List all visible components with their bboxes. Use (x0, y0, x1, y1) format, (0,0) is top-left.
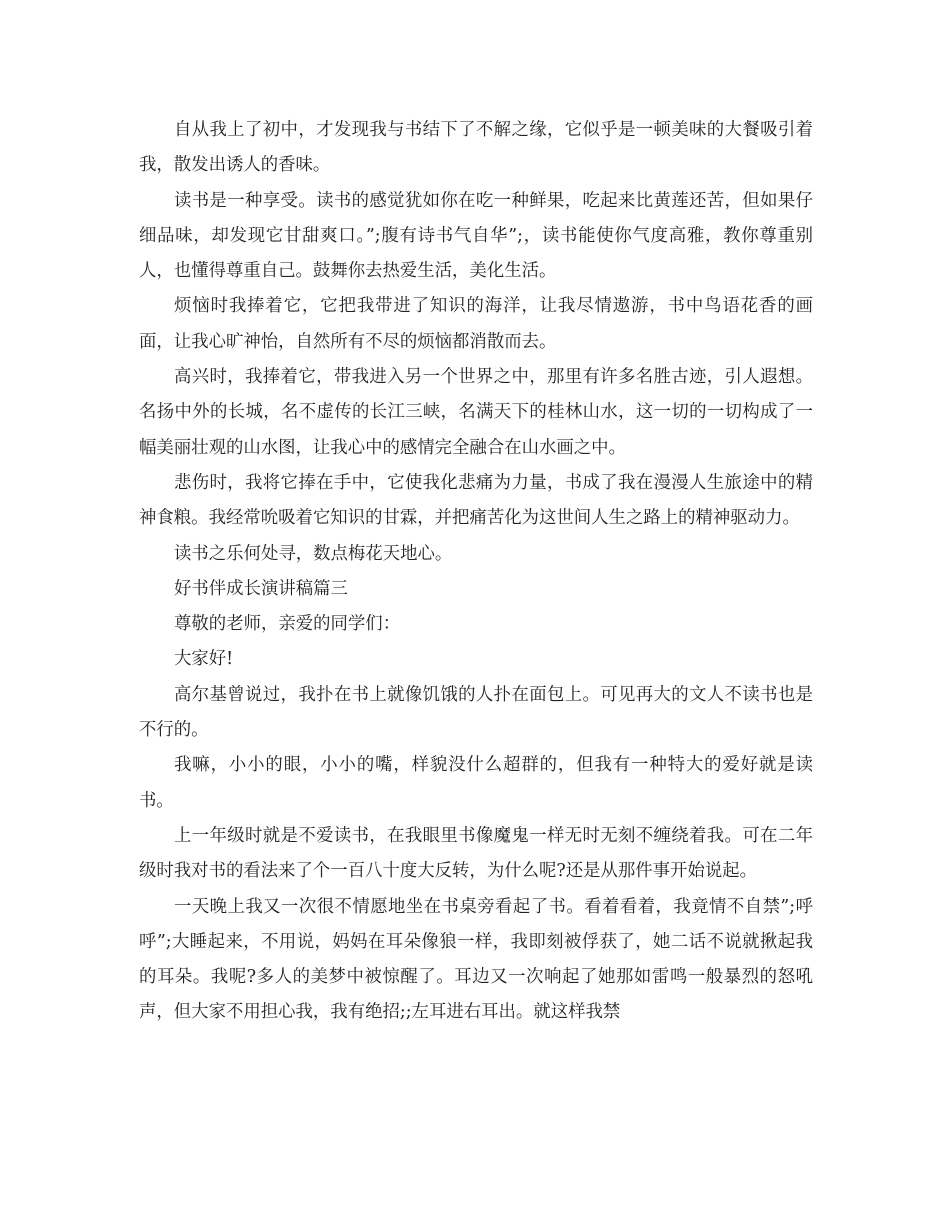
paragraph: 读书之乐何处寻，数点梅花天地心。 (174, 543, 453, 564)
salutation: 尊敬的老师，亲爱的同学们： (174, 614, 401, 635)
section-heading: 好书伴成长演讲稿篇三 (174, 578, 348, 599)
paragraph: 高尔基曾说过，我扑在书上就像饥饿的人扑在面包上。可见再大的文人不读书也是不行的。 (139, 684, 813, 741)
paragraph: 上一年级时就是不爱读书，在我眼里书像魔鬼一样无时无刻不缠绕着我。可在二年级时我对书的看法来了个一百八十度大反转，为什么呢?还是从那件事开始说起。 (139, 825, 813, 882)
greeting: 大家好! (174, 649, 234, 670)
paragraph: 高兴时，我捧着它，带我进入另一个世界之中，那里有许多名胜古迹，引人遐想。名扬中外的长城，名不虚传的长江三峡，名满天下的桂林山水，这一切的一切构成了一幅美丽壮观的山水图，让我心中的感情完全融合在山水画之中。 (139, 367, 813, 458)
document-body (139, 113, 813, 1031)
paragraph: 悲伤时，我将它捧在手中，它使我化悲痛为力量，书成了我在漫漫人生旅途中的精神食粮。我经常吮吸着它知识的甘霖，并把痛苦化为这世间人生之路上的精神驱动力。 (139, 472, 813, 529)
paragraph: 自从我上了初中，才发现我与书结下了不解之缘，它似乎是一顿美味的大餐吸引着我，散发出诱人的香味。 (139, 120, 813, 176)
paragraph: 我嘛，小小的眼，小小的嘴，样貌没什么超群的，但我有一种特大的爱好就是读书。 (139, 755, 813, 811)
paragraph: 烦恼时我捧着它，它把我带进了知识的海洋，让我尽情遨游，书中鸟语花香的画面，让我心旷神怡，自然所有不尽的烦恼都消散而去。 (139, 296, 813, 352)
paragraph: 一天晚上我又一次很不情愿地坐在书桌旁看起了书。看着看着，我竟情不自禁”;呼呼”;大睡起来，不用说，妈妈在耳朵像狼一样，我即刻被俘获了，她二话不说就揪起我的耳朵。我呢?多人的美梦中被惊醒了。耳边又一次响起了她那如雷鸣一般暴烈的怒吼声，但大家不用担心我，我有绝招;;左耳进右耳出。就这样我禁 (139, 896, 813, 1023)
paragraph: 读书是一种享受。读书的感觉犹如你在吃一种鲜果，吃起来比黄莲还苦，但如果仔细品味，却发现它甘甜爽口。”;腹有诗书气自华”;，读书能使你气度高雅，教你尊重别人，也懂得尊重自己。鼓舞你去热爱生活，美化生活。 (139, 190, 813, 282)
